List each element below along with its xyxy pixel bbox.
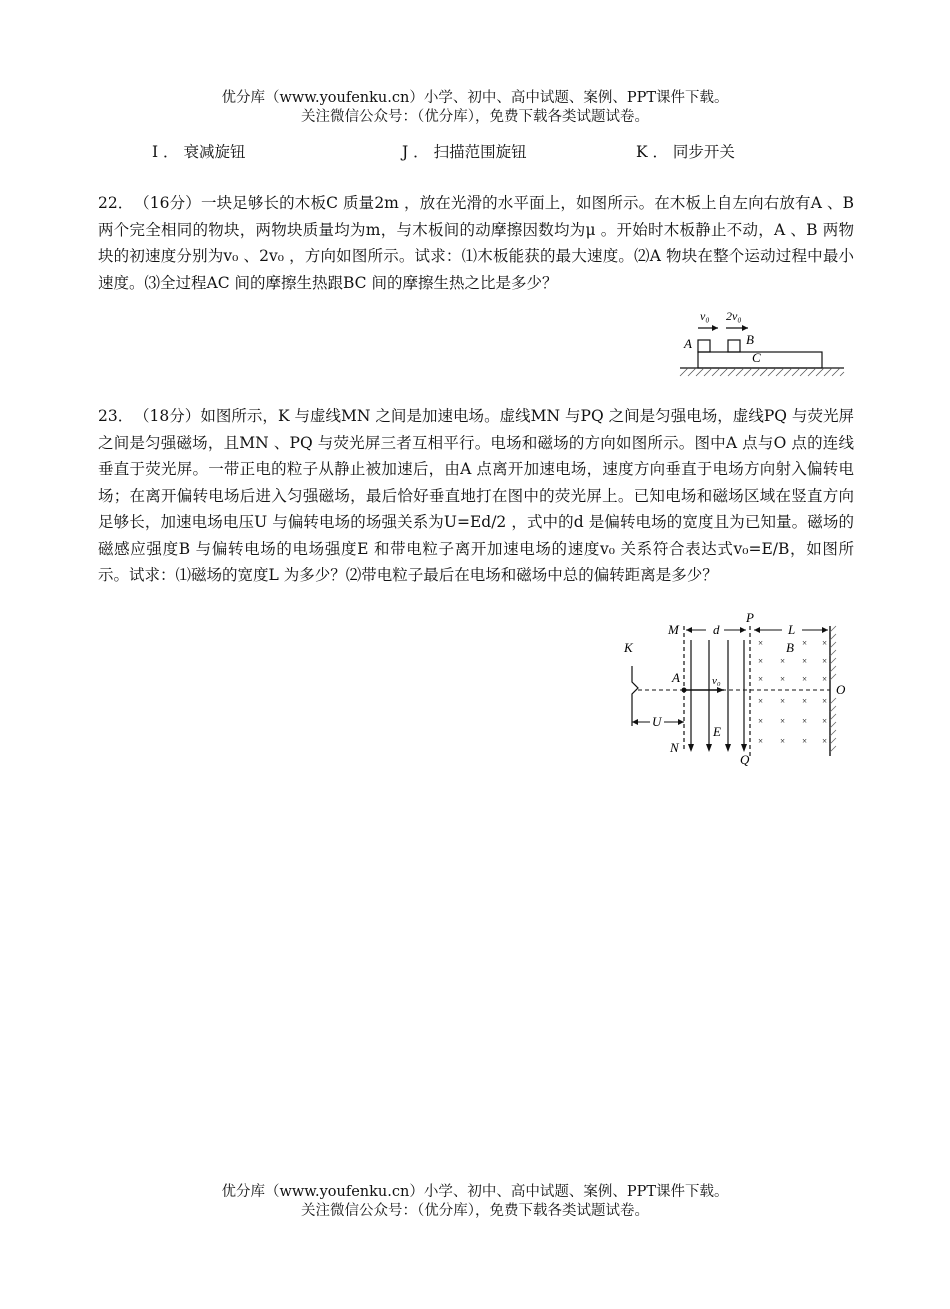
fig23-field-cross: ×: [802, 736, 808, 746]
fig22-label-2v0: 2v₀: [726, 309, 742, 323]
option-j: J ． 扫描范围旋钮: [402, 143, 527, 161]
footer-line-1: 优分库（www.youfenku.cn）小学、初中、高中试题、案例、PPT课件下载。: [221, 1184, 729, 1200]
header-line-1: 优分库（www.youfenku.cn）小学、初中、高中试题、案例、PPT课件下载。: [221, 90, 729, 106]
fig23-label-b: B: [786, 640, 794, 655]
fig23-field-cross: ×: [822, 716, 828, 726]
fig23-field-cross: ×: [758, 696, 764, 706]
fig23-label-o: O: [836, 682, 846, 697]
fig23-field-cross: ×: [780, 736, 786, 746]
fig23-field-cross: ×: [758, 674, 764, 684]
fig22-arrowhead-a: [712, 325, 718, 331]
fig23-field-cross: ×: [822, 736, 828, 746]
fig22-ground-hatch: [680, 368, 844, 376]
fig23-field-cross: ×: [758, 716, 764, 726]
fig22-arrowhead-b: [742, 325, 748, 331]
option-i: I ． 衰减旋钮: [152, 143, 246, 161]
page-header: [0, 89, 950, 127]
fig23-field-cross: ×: [802, 656, 808, 666]
fig23-field-cross: ×: [802, 716, 808, 726]
fig23-field-cross: ×: [822, 656, 828, 666]
fig22-label-a: A: [684, 336, 692, 351]
fig23-field-cross: ×: [822, 696, 828, 706]
option-row: [152, 140, 852, 164]
fig23-label-n: N: [670, 740, 679, 755]
header-line-2: 关注微信公众号：（优分库），免费下载各类试题试卷。: [301, 109, 649, 125]
fig23-field-cross: ×: [780, 674, 786, 684]
question-23-text: （18分）如图所示，K 与虚线MN 之间是加速电场。虚线MN 与PQ 之间是匀强电场，虚线PQ 与荧光屏之间是匀强磁场，且MN 、PQ 与荧光屏三者互相平行。电场和磁场的方向如图所示。图中A 点与O 点的连线垂直于荧光屏。一带正电的粒子从静止被加速后，由A 点离开加速电场，速度方向垂直于电场方向射入偏转电场；在离开偏转电场后进入匀强磁场，最后恰好垂直地打在图中的荧光屏上。已知电场和磁场区域在竖直方向足够长，加速电场电压U 与偏转电场的场强关系为U=Ed/2 ，式中的d 是偏转电场的宽度且为已知量。磁场的磁感应强度B 与偏转电场的电场强度E 和带电粒子离开加速电场的速度v₀ 关系符合表达式v₀=E/B，如图所示。试求：⑴磁场的宽度L 为多少？⑵带电粒子最后在电场和磁场中总的偏转距离是多少？: [98, 407, 854, 584]
fig22-block-b: [728, 340, 740, 352]
fig23-label-p: P: [746, 610, 754, 625]
figure-23: [618, 608, 848, 768]
fig23-field-cross: ×: [780, 656, 786, 666]
fig22-label-b: B: [746, 332, 754, 347]
fig23-label-m: M: [668, 622, 679, 637]
fig23-field-cross: ×: [758, 656, 764, 666]
question-22-text: （16分）一块足够长的木板C 质量2m ，放在光滑的水平面上，如图所示。在木板上自左向右放有A 、B 两个完全相同的物块，两物块质量均为m，与木板间的动摩擦因数均为μ 。开始时木板静止不动，A 、B 两物块的初速度分别为v₀ 、2v₀ ，方向如图所示。试求：⑴木板能获的最大速度。⑵A 物块在整个运动过程中最小速度。⑶全过程AC 间的摩擦生热跟BC 间的摩擦生热之比是多少？: [98, 194, 854, 292]
fig23-field-cross: ×: [758, 736, 764, 746]
fig23-label-a: A: [672, 670, 680, 685]
fig23-label-k: K: [624, 640, 633, 655]
fig23-field-cross: ×: [780, 716, 786, 726]
fig23-label-v0: v₀: [712, 675, 721, 687]
fig23-field-cross: ×: [758, 638, 764, 648]
page-footer: [0, 1183, 950, 1221]
fig23-label-q: Q: [740, 752, 750, 767]
fig23-field-cross: ×: [780, 696, 786, 706]
fig23-field-cross: ×: [802, 674, 808, 684]
fig23-label-e: E: [713, 724, 721, 739]
fig23-label-l: L: [788, 622, 796, 637]
fig23-field-cross: ×: [822, 674, 828, 684]
fig22-label-c: C: [752, 350, 761, 365]
question-23: [98, 403, 854, 589]
figure-22: [676, 306, 852, 380]
option-k: K ． 同步开关: [636, 143, 735, 161]
fig22-label-v0: v₀: [700, 309, 710, 323]
fig23-plate-k: [632, 666, 638, 726]
question-22-number: 22．: [98, 194, 134, 212]
footer-line-2: 关注微信公众号：（优分库），免费下载各类试题试卷。: [301, 1203, 649, 1219]
fig23-field-cross: ×: [802, 696, 808, 706]
fig23-label-u: U: [652, 714, 662, 729]
question-22: [98, 190, 854, 296]
fig22-block-a: [698, 340, 710, 352]
question-23-number: 23．: [98, 407, 134, 425]
fig23-label-d: d: [713, 622, 720, 637]
fig23-field-cross: ×: [802, 638, 808, 648]
fig23-field-cross: ×: [822, 638, 828, 648]
